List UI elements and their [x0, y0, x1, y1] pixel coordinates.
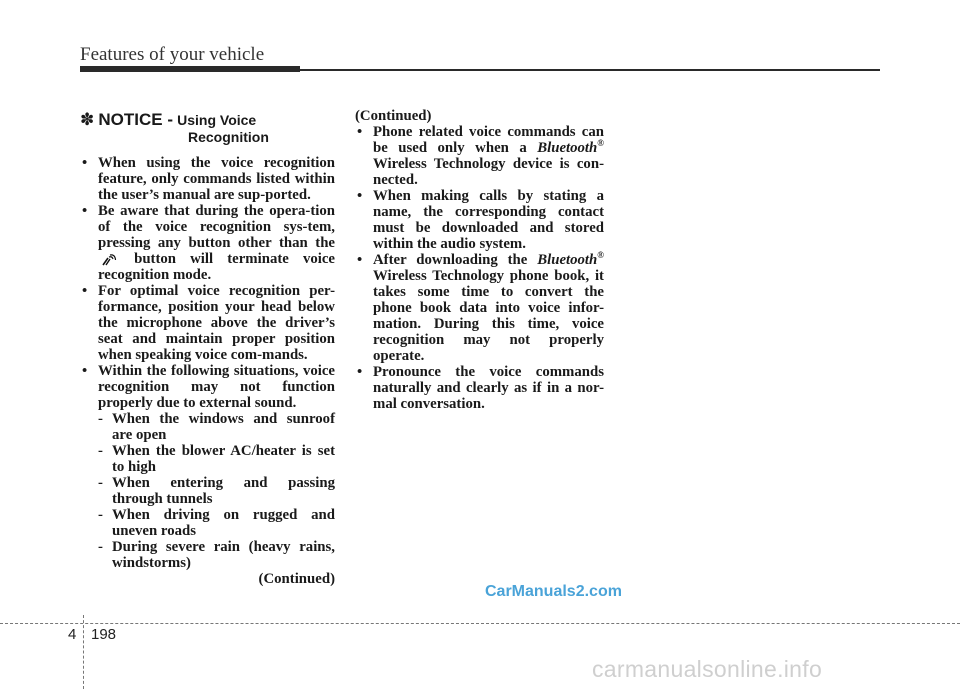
bullet-text: Wireless Technology device is con-nected. [373, 156, 604, 188]
footer-vertical-divider [83, 615, 84, 689]
bullet-text: Be aware that during the opera-tion of the voice recognition sys-tem, pressing any button other than the [98, 203, 335, 251]
situation-item: - When the blower AC/heater is set to high [98, 443, 335, 475]
registered-mark: ® [597, 250, 605, 261]
bullet-phonebook-download [355, 252, 604, 364]
section-number: 4 [68, 626, 77, 643]
notice-subtitle-line2: Recognition [188, 129, 269, 145]
continued-label: (Continued) [258, 571, 335, 587]
left-column [80, 112, 335, 587]
situation-item: - When driving on rugged and uneven roads [98, 507, 335, 539]
bullet-text: Phone related voice commands can be used only when a [373, 124, 604, 156]
bullet-text: For optimal voice recognition per-formance, position your head below the microphone above the driver’s seat and maintain proper position when speaking voice com-mands. [98, 283, 335, 363]
bullet-text: button will terminate voice recognition mode. [98, 251, 335, 283]
bullet-text: When using the voice recognition feature, only commands listed within the user’s manual are sup-ported. [98, 155, 335, 203]
bullet-text: When making calls by stating a name, the corresponding contact must be downloaded and stored within the audio system. [373, 188, 604, 252]
footer-divider [0, 623, 960, 624]
bullet-supported-commands [80, 155, 335, 203]
bullet-text: Wireless Technology phone book, it takes some time to convert the phone book data into voice infor-mation. During this time, voice recognition may not properly operate. [373, 268, 604, 364]
bullet-optimal-performance [80, 283, 335, 363]
continued-label: (Continued) [355, 108, 432, 124]
registered-mark: ® [597, 138, 604, 149]
bluetooth-brand: Bluetooth [537, 252, 598, 268]
notice-label: NOTICE - [98, 110, 173, 129]
notice-bullet-list [80, 155, 335, 571]
page-number: 198 [91, 626, 117, 643]
page-header-title: Features of your vehicle [80, 44, 265, 65]
bullet-terminate-recognition [80, 203, 335, 283]
bullet-calling-by-name [355, 188, 604, 252]
watermark-logo[interactable]: CarManuals2.com [485, 583, 622, 600]
situation-list [98, 411, 335, 571]
bullet-text: Pronounce the voice commands naturally and clearly as if in a nor-mal conversation. [373, 364, 604, 412]
notice-bullet-list-continued [355, 124, 604, 412]
bluetooth-brand: Bluetooth [537, 140, 598, 156]
header-rule-thin [300, 69, 880, 71]
situation-item: - When entering and passing through tunnels [98, 475, 335, 507]
bullet-phone-commands [355, 124, 604, 188]
notice-subtitle-line1: Using Voice [177, 112, 257, 128]
header-rule-thick [80, 66, 300, 72]
bullet-pronounce-naturally [355, 364, 604, 412]
notice-heading [80, 112, 335, 145]
talk-button-icon [98, 253, 120, 267]
bullet-external-sound [80, 363, 335, 571]
bullet-text: Within the following situations, voice recognition may not function properly due to external sound. [98, 363, 335, 411]
situation-item: - During severe rain (heavy rains, windstorms) [98, 539, 335, 571]
bullet-text: After downloading the [373, 252, 528, 268]
footer-site-link[interactable]: carmanualsonline.info [592, 656, 823, 682]
notice-symbol: ✽ [80, 110, 95, 129]
situation-item: - When the windows and sunroof are open [98, 411, 335, 443]
right-column [355, 108, 604, 412]
